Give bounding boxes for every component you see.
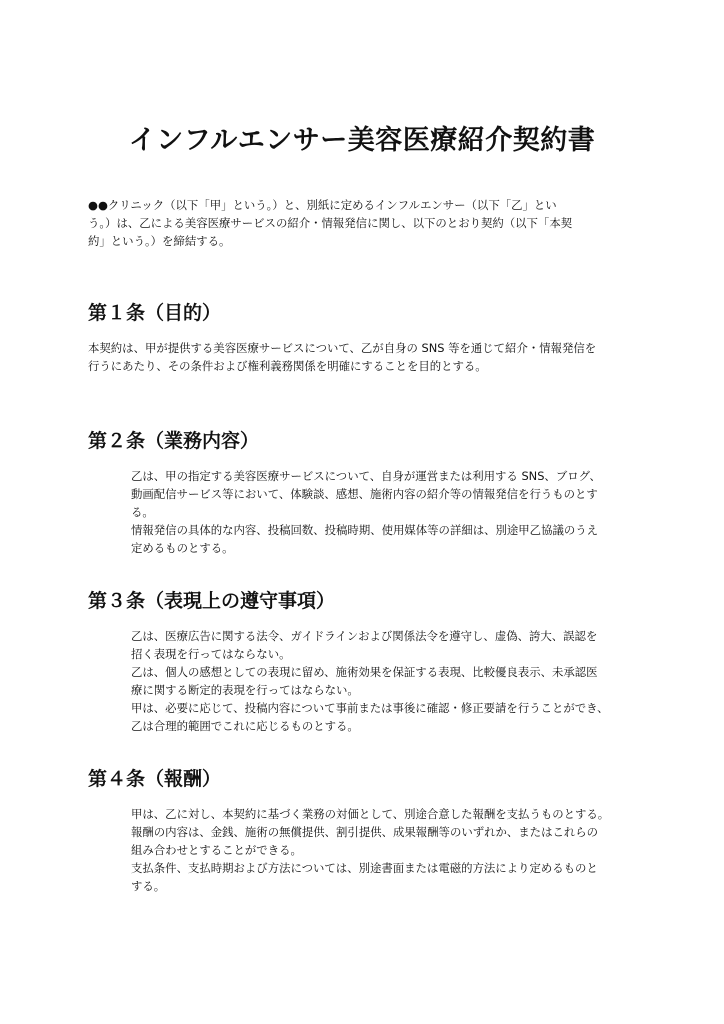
article-line: 情報発信の具体的な内容、投稿回数、投稿時期、使用媒体等の詳細は、別途甲乙協議のうえ [131, 523, 599, 537]
article-heading: 第２条（業務内容） [88, 430, 260, 452]
article-body [131, 805, 651, 895]
article-3 [88, 586, 648, 735]
article-body [131, 627, 651, 735]
article-body [131, 467, 651, 557]
intro-paragraph [88, 196, 638, 250]
article-line: 乙は、医療広告に関する法令、ガイドラインおよび関係法令を遵守し、虚偽、誇大、誤認を [131, 629, 598, 643]
article-body [88, 339, 648, 375]
article-4 [88, 764, 648, 895]
article-line: 乙は、甲の指定する美容医療サービスについて、自身が運営または利用する SNS、ブログ、 [131, 469, 601, 483]
intro-line: う。）は、乙による美容医療サービスの紹介・情報発信に関し、以下のとおり契約（以下「本契 [88, 216, 573, 230]
article-line: 乙は合理的範囲でこれに応じるものとする。 [131, 719, 359, 733]
article-1 [88, 298, 648, 375]
article-heading: 第３条（表現上の遵守事項） [88, 590, 336, 612]
article-line: 甲は、乙に対し、本契約に基づく業務の対価として、別途合意した報酬を支払うものとする。 [131, 807, 610, 821]
article-line: する。 [131, 879, 166, 893]
document-title: インフルエンサー美容医療紹介契約書 [128, 125, 596, 156]
article-line: 乙は、個人の感想としての表現に留め、施術効果を保証する表現、比較優良表示、未承認医 [131, 665, 598, 679]
article-heading: 第４条（報酬） [88, 768, 222, 790]
article-line: 組み合わせとすることができる。 [131, 843, 302, 857]
article-2 [88, 426, 648, 557]
article-line: 定めるものとする。 [131, 541, 234, 555]
article-line: 療に関する断定的表現を行ってはならない。 [131, 683, 359, 697]
article-line: 甲は、必要に応じて、投稿内容について事前または事後に確認・修正要請を行うことができ、 [131, 701, 609, 715]
article-heading: 第１条（目的） [88, 302, 222, 324]
article-line: 本契約は、甲が提供する美容医療サービスについて、乙が自身の SNS 等を通じて紹介・情報発信を [88, 341, 597, 355]
article-line: 行うにあたり、その条件および権利義務関係を明確にすることを目的とする。 [88, 359, 487, 373]
intro-line: 約」という。）を締結する。 [88, 234, 231, 248]
article-line: る。 [131, 505, 154, 519]
article-line: 動画配信サービス等において、体験談、感想、施術内容の紹介等の情報発信を行うものとす [131, 487, 598, 501]
article-line: 支払条件、支払時期および方法については、別途書面または電磁的方法により定めるものと [131, 861, 598, 875]
intro-line: ●●クリニック（以下「甲」という。）と、別紙に定めるインフルエンサー（以下「乙」とい [88, 198, 557, 212]
article-line: 招く表現を行ってはならない。 [131, 647, 291, 661]
article-line: 報酬の内容は、金銭、施術の無償提供、割引提供、成果報酬等のいずれか、またはこれらの [131, 825, 599, 839]
